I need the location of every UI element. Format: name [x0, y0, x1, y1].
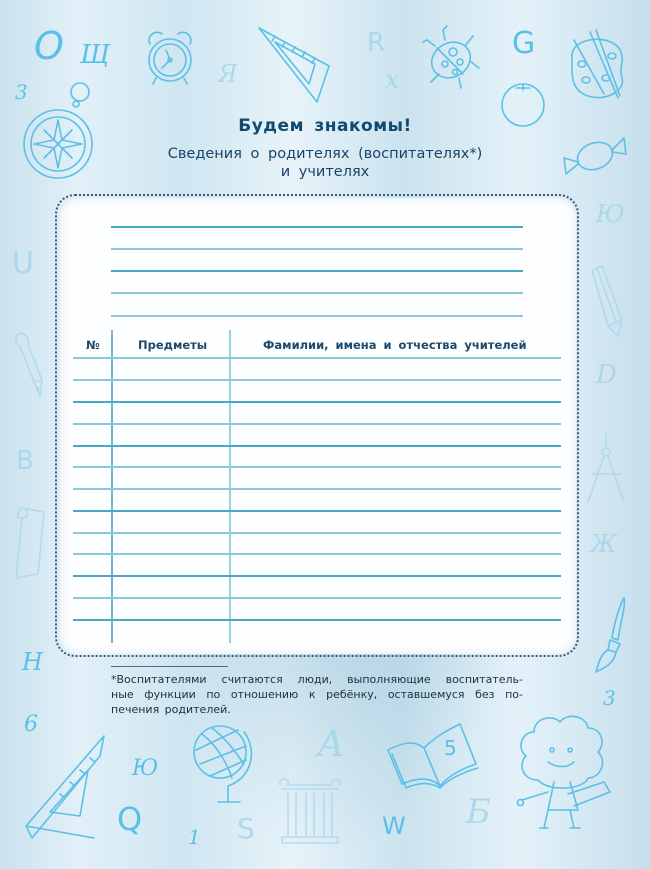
- table-row[interactable]: [73, 510, 561, 512]
- writing-line-5[interactable]: [111, 315, 523, 317]
- table-row[interactable]: [73, 466, 561, 468]
- digit-1-decoration: 1: [188, 825, 201, 849]
- digit-3-decoration: 3: [15, 80, 28, 104]
- letter-r-decoration: R: [367, 28, 386, 58]
- letter-be-decoration: Б: [466, 792, 491, 832]
- footnote-divider: [111, 666, 228, 667]
- letter-q-decoration: Q: [117, 800, 143, 838]
- letter-ya-decoration: Я: [218, 60, 238, 88]
- table-row[interactable]: [73, 423, 561, 425]
- digit-6-decoration: 6: [24, 712, 38, 737]
- digit-5-decoration: 5: [444, 736, 457, 760]
- footnote-line-2: ные функции по отношению к ребёнку, оставшемуся без по-: [111, 688, 523, 701]
- footnote-line-1: *Воспитателями считаются люди, выполняющие воспитатель-: [111, 673, 523, 686]
- column-icon: [276, 775, 344, 847]
- writing-line-3[interactable]: [111, 270, 523, 272]
- set-square-icon: [255, 22, 335, 106]
- letter-yu-decoration: Ю: [596, 200, 625, 228]
- open-book-icon: [384, 712, 480, 794]
- subtitle-line-2: и учителях: [280, 164, 370, 180]
- table-row[interactable]: [73, 553, 561, 555]
- letter-yu2-decoration: Ю: [132, 756, 159, 781]
- letter-d-decoration: D: [596, 360, 617, 390]
- ladybug-icon: [415, 22, 485, 92]
- page-subtitle: [0, 145, 650, 181]
- column-header-number: №: [86, 338, 100, 352]
- set-square-bottom-icon: [20, 730, 112, 842]
- subtitle-line-1: Сведения о родителях (воспитателях*): [167, 146, 483, 162]
- drawing-compass-icon: [584, 428, 628, 506]
- footnote: [111, 672, 523, 717]
- footnote-line-3: печения родителей.: [111, 703, 231, 716]
- letter-n-decoration: Н: [22, 648, 43, 676]
- header-bottom-line: [73, 357, 561, 359]
- letter-g-decoration: G: [512, 26, 536, 61]
- letter-b-decoration: B: [16, 446, 34, 476]
- letter-x-decoration: x: [385, 65, 400, 95]
- page-title: Будем знакомы!: [238, 116, 412, 136]
- scroll-icon: [8, 502, 54, 582]
- paintbrush-icon: [590, 594, 630, 674]
- globe-icon: [188, 720, 258, 820]
- table-row[interactable]: [73, 445, 561, 447]
- writing-line-1[interactable]: [111, 226, 523, 228]
- table-row[interactable]: [73, 532, 561, 534]
- girl-with-tube-icon: [508, 710, 618, 840]
- table-row[interactable]: [73, 379, 561, 381]
- table-row[interactable]: [73, 401, 561, 403]
- form-card: [60, 198, 576, 654]
- letter-w-decoration: W: [382, 812, 406, 840]
- column-header-subjects: Предметы: [138, 338, 208, 352]
- letter-zh-decoration: Ж: [590, 530, 617, 558]
- palette-icon: [562, 26, 632, 106]
- letter-o-decoration: O: [34, 24, 64, 68]
- alarm-clock-icon: [140, 26, 200, 88]
- digit-3b-decoration: 3: [603, 686, 616, 710]
- fountain-pen-icon: [12, 330, 46, 402]
- letter-s-decoration: S: [237, 812, 255, 845]
- writing-line-4[interactable]: [111, 292, 523, 294]
- table-row[interactable]: [73, 575, 561, 577]
- table-row[interactable]: [73, 597, 561, 599]
- table-row[interactable]: [73, 488, 561, 490]
- letter-u-decoration: U: [12, 246, 34, 281]
- column-header-teacher-names: Фамилии, имена и отчества учителей: [263, 338, 527, 352]
- table-row[interactable]: [73, 619, 561, 621]
- pencil-icon: [588, 264, 624, 340]
- writing-line-2[interactable]: [111, 248, 523, 250]
- letter-a-decoration: A: [318, 724, 344, 765]
- letter-shch-decoration: Щ: [80, 40, 110, 70]
